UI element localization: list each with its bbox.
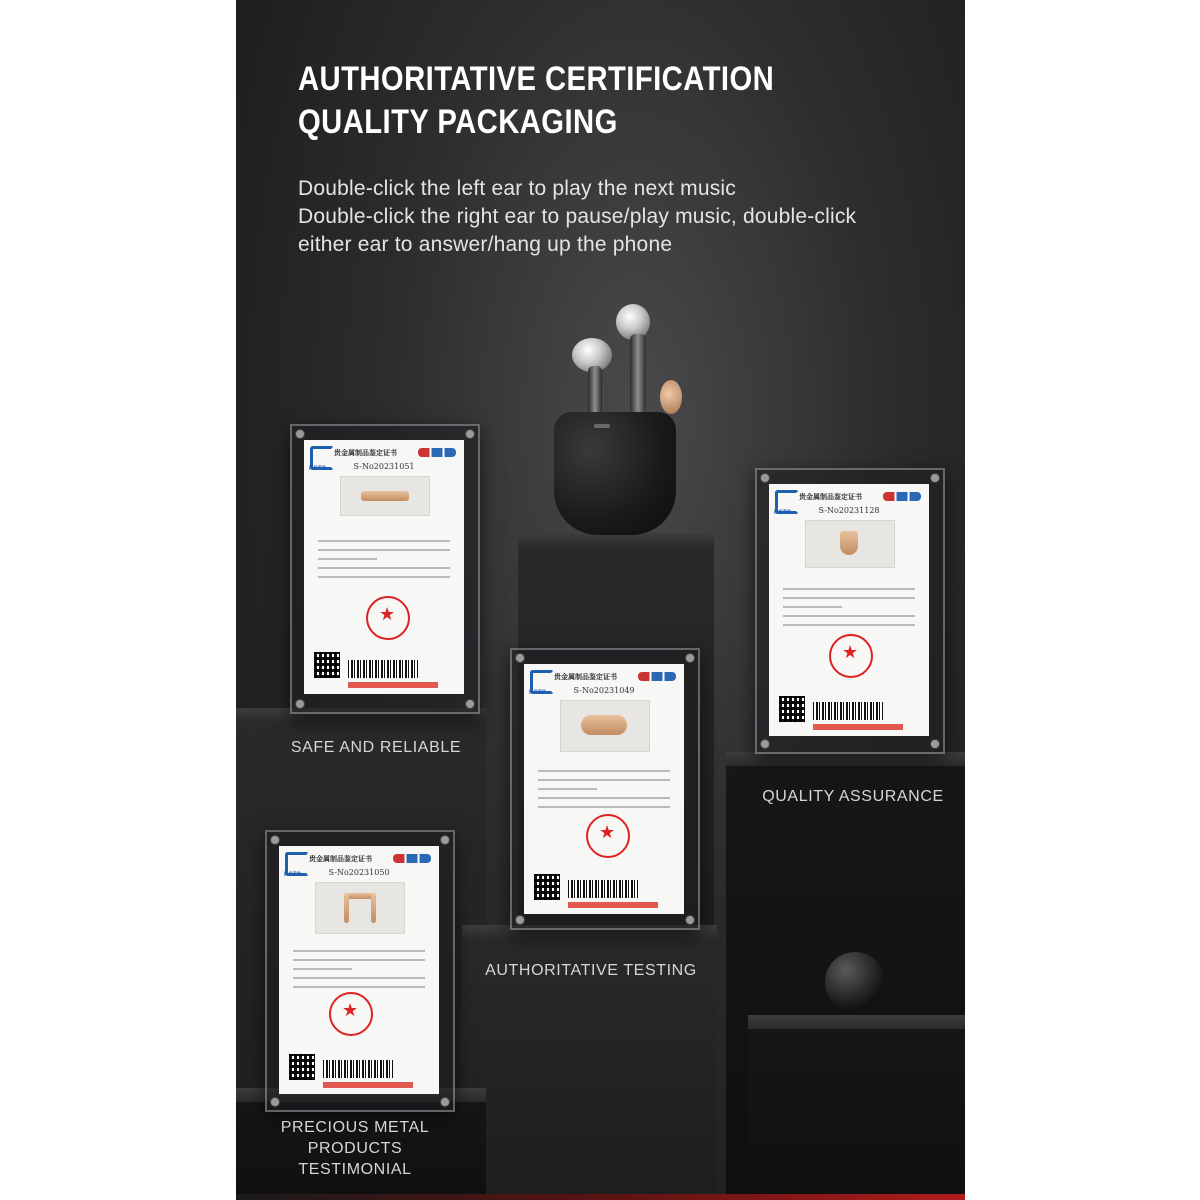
product-photo	[805, 520, 895, 568]
headline-line-2: QUALITY PACKAGING	[298, 103, 618, 141]
label-authoritative-testing: AUTHORITATIVE TESTING	[485, 962, 697, 979]
product-photo	[315, 882, 405, 934]
charging-case	[554, 412, 676, 535]
label-testimonial-line-1: PRECIOUS METAL	[280, 1119, 430, 1136]
certificate-serial: S-No20231128	[818, 506, 880, 515]
qr-code	[534, 874, 560, 900]
label-quality-assurance: QUALITY ASSURANCE	[762, 788, 944, 805]
label-testimonial-line-3: TESTIMONIAL	[298, 1161, 412, 1178]
label-testimonial	[260, 1117, 450, 1180]
pedestal-bottom-right	[748, 1015, 965, 1200]
red-stamp	[329, 992, 373, 1036]
certificate-frame-testimonial	[265, 830, 455, 1112]
certificate-frame-testing	[510, 648, 700, 930]
product-poster	[236, 0, 965, 1200]
description-line-1: Double-click the left ear to play the next music	[298, 177, 736, 200]
certificate-frame-safe	[290, 424, 480, 714]
earbud-right	[612, 302, 672, 412]
qr-code	[314, 652, 340, 678]
qr-code	[779, 696, 805, 722]
certificate-document: NGTC 贵金属制品鉴定证书 S-No20231128 ★	[769, 484, 929, 736]
label-testimonial-line-2: PRODUCTS	[307, 1140, 403, 1157]
description-line-3: either ear to answer/hang up the phone	[298, 233, 673, 256]
certificate-serial: S-No20231051	[353, 462, 415, 471]
ngtc-logo: NGTC	[309, 466, 326, 472]
product-photo	[340, 476, 430, 516]
qr-code	[289, 1054, 315, 1080]
certificate-frame-quality	[755, 468, 945, 754]
red-stamp	[366, 596, 410, 640]
product-photo	[560, 700, 650, 752]
ngtc-logo: NGTC	[774, 510, 791, 516]
label-safe-and-reliable: SAFE AND RELIABLE	[290, 739, 462, 756]
headline	[298, 58, 774, 144]
feature-description	[298, 175, 958, 259]
certificate-document: NGTC 贵金属制品鉴定证书 S-No20231049 ★	[524, 664, 684, 914]
ngtc-logo: NGTC	[529, 690, 546, 696]
decorative-sphere	[825, 952, 885, 1012]
certificate-serial: S-No20231050	[328, 868, 390, 877]
certificate-serial: S-No20231049	[573, 686, 635, 695]
certificate-document: NGTC 贵金属制品鉴定证书 S-No20231050 ★	[279, 846, 439, 1094]
red-stamp	[829, 634, 873, 678]
description-line-2: Double-click the right ear to pause/play music, double-click	[298, 205, 857, 228]
ngtc-logo: NGTC	[284, 872, 301, 878]
red-stamp	[586, 814, 630, 858]
accent-bar	[236, 1194, 965, 1200]
certificate-document: NGTC 贵金属制品鉴定证书 S-No20231051 ★	[304, 440, 464, 694]
headline-line-1: AUTHORITATIVE CERTIFICATION	[298, 60, 775, 98]
